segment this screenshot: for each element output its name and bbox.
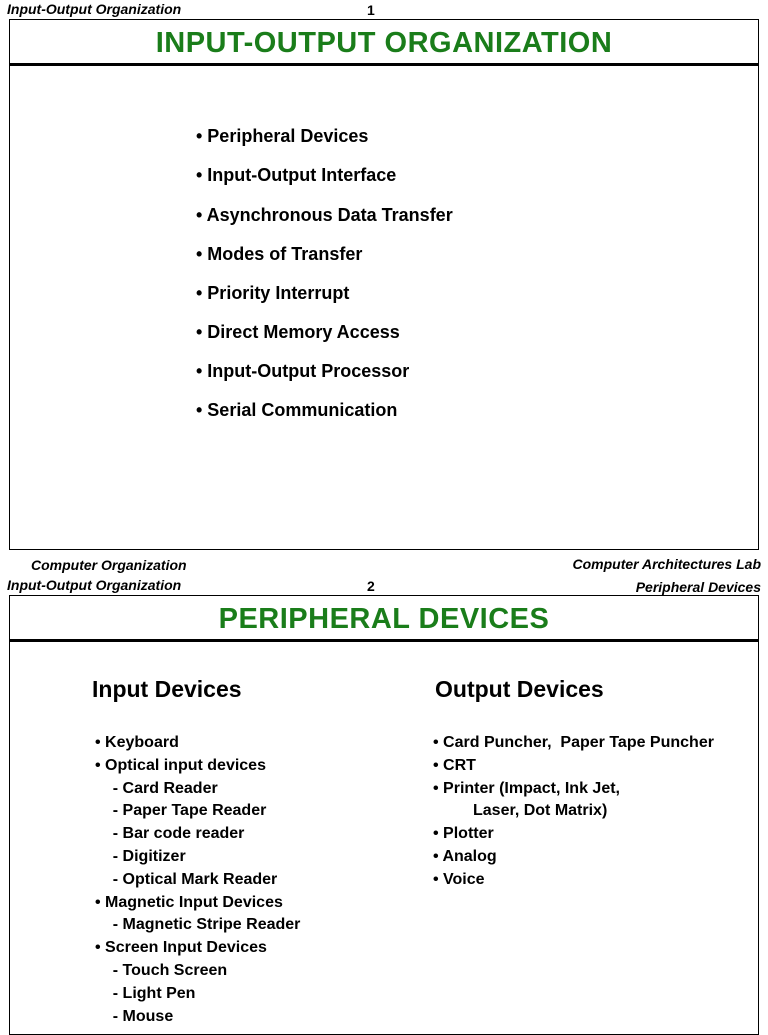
slide2-header-right: Peripheral Devices [635,579,761,595]
list-item: • Screen Input Devices [95,939,267,957]
toc-item: • Input-Output Processor [196,361,410,381]
toc-item: • Input-Output Interface [196,165,397,185]
toc-item: • Serial Communication [196,400,398,420]
toc-item: • Direct Memory Access [196,322,400,342]
slide1-page-number: 1 [367,2,375,18]
slide2-frame [9,595,759,1035]
list-item: - Mouse [95,1007,174,1025]
list-item: • Keyboard [95,734,179,751]
slide2-title-rule [10,639,758,642]
output-devices-heading: Output Devices [435,676,604,702]
slide2-page-number: 2 [367,578,375,594]
slide1-title: INPUT-OUTPUT ORGANIZATION [155,27,613,59]
toc-item: • Priority Interrupt [196,283,350,303]
input-devices-heading: Input Devices [92,676,242,702]
list-item: - Card Reader [95,779,218,797]
list-item: • Plotter [433,825,494,843]
list-item: - Touch Screen [95,961,228,979]
list-item: • Card Puncher, Paper Tape Puncher [433,734,714,751]
slide2-header-left: Input-Output Organization [7,577,182,593]
list-item: - Light Pen [95,984,196,1002]
input-devices-list [95,732,300,1028]
list-item: - Paper Tape Reader [95,802,267,820]
list-item: - Digitizer [95,847,186,865]
slide1-footer-left: Computer Organization [31,557,187,573]
list-item: • Magnetic Input Devices [95,893,283,911]
list-item: • CRT [433,756,476,774]
toc-item: • Peripheral Devices [196,126,369,146]
list-item: • Optical input devices [95,756,266,774]
list-item: - Magnetic Stripe Reader [95,916,301,934]
list-item: Laser, Dot Matrix) [433,802,608,820]
toc-item: • Asynchronous Data Transfer [196,205,453,225]
list-item: - Optical Mark Reader [95,870,278,888]
slide1-header-left: Input-Output Organization [7,1,182,17]
list-item: • Analog [433,847,497,865]
list-item: - Bar code reader [95,825,245,843]
list-item: • Printer (Impact, Ink Jet, [433,779,620,797]
slide1-footer-right: Computer Architectures Lab [572,556,761,572]
slide2-title: PERIPHERAL DEVICES [218,603,550,635]
slide1-frame [9,19,759,550]
list-item: • Voice [433,870,485,888]
output-devices-list [433,732,714,892]
slide1-title-rule [10,63,758,66]
toc-item: • Modes of Transfer [196,244,363,264]
